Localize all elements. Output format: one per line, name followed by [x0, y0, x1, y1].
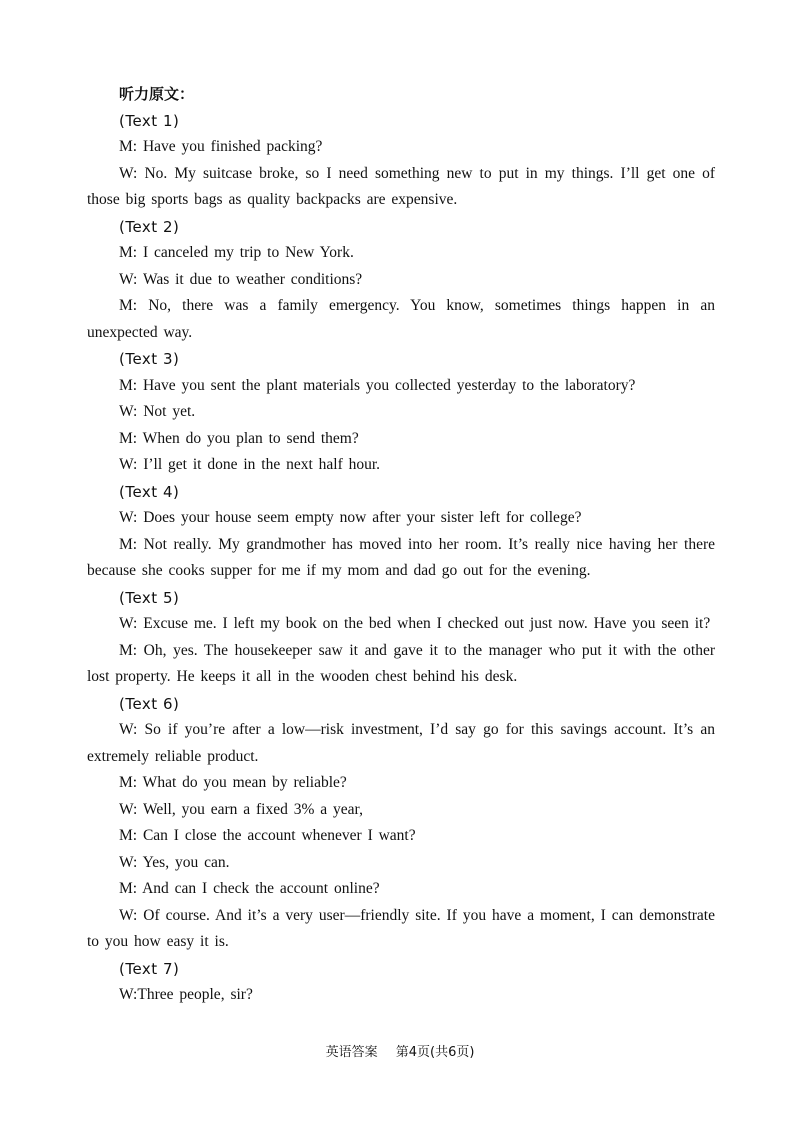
text-label: (Text 3) — [119, 350, 180, 368]
section-title: 听力原文： — [119, 85, 195, 103]
footer-page-number: 第4页(共6页) — [395, 1045, 475, 1060]
text-label: (Text 7) — [119, 959, 180, 978]
dialogue-line: M: Can I close the account whenever I want? — [119, 827, 416, 844]
dialogue-line: M: Oh, yes. The housekeeper saw it and gave it to the manager who put it with the other lost property. He keeps it all in the wooden chest behind his desk. — [87, 641, 715, 685]
footer-subject: 英语答案 — [325, 1045, 378, 1060]
dialogue-line: W: Was it due to weather conditions? — [119, 270, 363, 288]
text-label: (Text 4) — [119, 482, 180, 501]
dialogue-line: W: I’ll get it done in the next half hour. — [119, 456, 381, 473]
text-label: (Text 6) — [119, 694, 180, 713]
text-label: (Text 5) — [119, 588, 180, 607]
dialogue-line: W:Three people, sir? — [119, 986, 253, 1003]
dialogue-line: M: I canceled my trip to New York. — [119, 244, 354, 261]
dialogue-line: M: What do you mean by reliable? — [119, 774, 347, 791]
listening-text-4 — [87, 479, 715, 585]
text-label: (Text 2) — [119, 217, 180, 236]
dialogue-line: W: Excuse me. I left my book on the bed when I checked out just now. Have you seen it? — [119, 615, 711, 632]
dialogue-line: M: Not really. My grandmother has moved into her room. It’s really nice having her there because she cooks supper for me if my mom and dad go out for the evening. — [87, 535, 715, 579]
dialogue-line: M: No, there was a family emergency. You know, sometimes things happen in an unexpected way. — [87, 297, 715, 341]
dialogue-line: W: Not yet. — [119, 403, 196, 420]
dialogue-line: W: No. My suitcase broke, so I need something new to put in my things. I’ll get one of those big sports bags as quality backpacks are expensive. — [87, 164, 715, 208]
listening-text-5 — [87, 585, 715, 691]
listening-text-1 — [87, 108, 715, 214]
dialogue-line: W: Does your house seem empty now after your sister left for college? — [119, 509, 582, 526]
dialogue-line: W: Of course. And it’s a very user—friendly site. If you have a moment, I can demonstrate to you how easy it is. — [87, 906, 715, 950]
dialogue-line: M: Have you finished packing? — [119, 138, 323, 155]
listening-text-3 — [87, 346, 715, 479]
dialogue-line: W: So if you’re after a low—risk investment, I’d say go for this savings account. It’s an extremely reliable product. — [87, 721, 715, 765]
dialogue-line: M: When do you plan to send them? — [119, 429, 359, 447]
dialogue-line: W: Well, you earn a fixed 3% a year, — [119, 800, 363, 818]
answer-page — [87, 81, 715, 1009]
listening-text-2 — [87, 214, 715, 347]
page-footer — [0, 1041, 800, 1060]
text-label: (Text 1) — [119, 111, 180, 130]
dialogue-line: M: And can I check the account online? — [119, 880, 380, 897]
listening-text-6 — [87, 691, 715, 956]
listening-text-7 — [87, 956, 715, 1009]
dialogue-line: M: Have you sent the plant materials you collected yesterday to the laboratory? — [119, 376, 636, 394]
dialogue-line: W: Yes, you can. — [119, 853, 230, 871]
